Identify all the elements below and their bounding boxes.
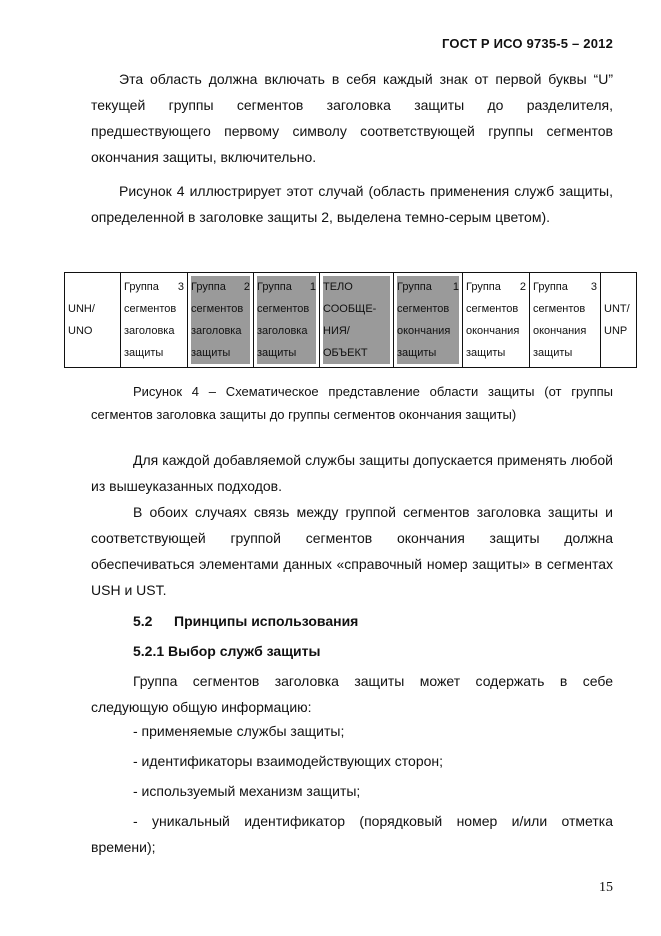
list-item: - применяемые службы защиты;: [133, 723, 345, 739]
figure-cell-line: [191, 320, 250, 342]
figure-cell-line: [257, 320, 316, 342]
figure-4-caption: Рисунок 4 – Схематическое представление области защиты (от группы сегментов заголовка защиты до группы сегментов окончания защиты): [91, 384, 613, 422]
figure-cell-highlight: сегментов: [191, 298, 250, 320]
figure-cell-line: [397, 298, 459, 320]
figure-cell-line: [323, 320, 390, 342]
figure-cell-line: UNO: [68, 325, 93, 337]
section-5-2-1-paragraph: Группа сегментов заголовка защиты может содержать в себе следующую общую информацию:: [91, 673, 613, 715]
figure-cell-trailer-group-1: [393, 273, 462, 367]
list-item: - используемый механизм защиты;: [133, 783, 361, 799]
figure-cell-line: [323, 342, 390, 364]
intro-paragraph-2: Рисунок 4 иллюстрирует этот случай (область применения служб защиты, определенной в заголовке защиты 2, выделена темно-серым цветом).: [91, 183, 613, 225]
figure-cell-line: [257, 298, 316, 320]
figure-cell-line: сегментов: [124, 303, 177, 315]
figure-cell-highlight: СООБЩЕ-: [323, 298, 390, 320]
figure-cell-highlight: защиты: [397, 342, 459, 364]
figure-cell-line: Группа 3: [533, 281, 597, 293]
section-5-2-number: 5.2: [133, 613, 153, 629]
figure-cell-highlight: заголовка: [257, 320, 316, 342]
figure-cell-highlight: НИЯ/: [323, 320, 390, 342]
figure-cell-highlight: заголовка: [191, 320, 250, 342]
figure-cell-line: [191, 298, 250, 320]
figure-cell-line: [397, 320, 459, 342]
figure-cell-header-group-3: [120, 273, 187, 367]
figure-cell-message-body: [319, 273, 393, 367]
figure-cell-highlight: Группа 1: [397, 276, 459, 298]
figure-cell-highlight: ОБЪЕКТ: [323, 342, 390, 364]
figure-cell-line: заголовка: [124, 325, 175, 337]
figure-cell-line: [257, 276, 316, 298]
figure-cell-word: Группа 3: [124, 281, 184, 293]
figure-cell-trailer-group-2: [462, 273, 529, 367]
figure-cell-line: UNH/: [68, 303, 95, 315]
figure-cell-highlight: сегментов: [397, 298, 459, 320]
figure-cell-highlight: защиты: [257, 342, 316, 364]
figure-cell-trailer-group-3: [529, 273, 600, 367]
figure-cell-line: UNP: [604, 325, 628, 337]
figure-cell-highlight: сегментов: [257, 298, 316, 320]
figure-cell-line: Группа 2: [466, 281, 526, 293]
figure-cell-line: [397, 342, 459, 364]
figure-cell-highlight: окончания: [397, 320, 459, 342]
figure-cell-line: [124, 276, 184, 298]
list-item: - уникальный идентификатор (порядковый номер и/или отметка времени);: [91, 813, 613, 855]
page-number: 15: [599, 880, 613, 895]
figure-cell-line: окончания: [533, 325, 587, 337]
figure-cell-line: защиты: [466, 347, 506, 359]
figure-cell-line: защиты: [533, 347, 573, 359]
figure-cell-line: UNT/: [604, 303, 630, 315]
body-paragraph-1: Для каждой добавляемой службы защиты допускается применять любой из вышеуказанных подходов.: [91, 452, 613, 494]
figure-cell-line: [257, 342, 316, 364]
figure-cell-highlight: ТЕЛО: [323, 276, 390, 298]
figure-cell-line: [323, 298, 390, 320]
figure-cell-line: сегментов: [466, 303, 519, 315]
figure-cell-line: [191, 276, 250, 298]
section-5-2-1-title: 5.2.1 Выбор служб защиты: [133, 643, 321, 659]
figure-cell-highlight: Группа 2: [191, 276, 250, 298]
section-5-2-title: Принципы использования: [174, 613, 359, 629]
figure-cell-line: [397, 276, 459, 298]
list-item: - идентификаторы взаимодействующих сторон;: [133, 753, 444, 769]
figure-cell-unh: [65, 273, 120, 367]
figure-cell-header-group-2: [187, 273, 253, 367]
figure-cell-header-group-1: [253, 273, 319, 367]
figure-cell-line: защиты: [124, 347, 164, 359]
figure-cell-unt: [600, 273, 636, 367]
figure-cell-line: [323, 276, 390, 298]
figure-4-schematic: [64, 272, 637, 368]
body-paragraph-2: В обоих случаях связь между группой сегментов заголовка защиты и соответствующей группой сегментов окончания защиты должна обеспечиваться элементами данных «справочный номер защиты» в сегментах USH и UST.: [91, 504, 613, 598]
figure-cell-highlight: Группа 1: [257, 276, 316, 298]
figure-cell-line: окончания: [466, 325, 520, 337]
figure-cell-highlight: защиты: [191, 342, 250, 364]
document-code-header: ГОСТ Р ИСО 9735-5 – 2012: [442, 36, 613, 51]
intro-paragraph-1: Эта область должна включать в себя каждый знак от первой буквы “U” текущей группы сегментов заголовка защиты до разделителя, предшествующего первому символу соответствующей группы сегментов окончания защиты, включительно.: [91, 71, 613, 165]
figure-cell-line: сегментов: [533, 303, 586, 315]
figure-cell-line: [191, 342, 250, 364]
